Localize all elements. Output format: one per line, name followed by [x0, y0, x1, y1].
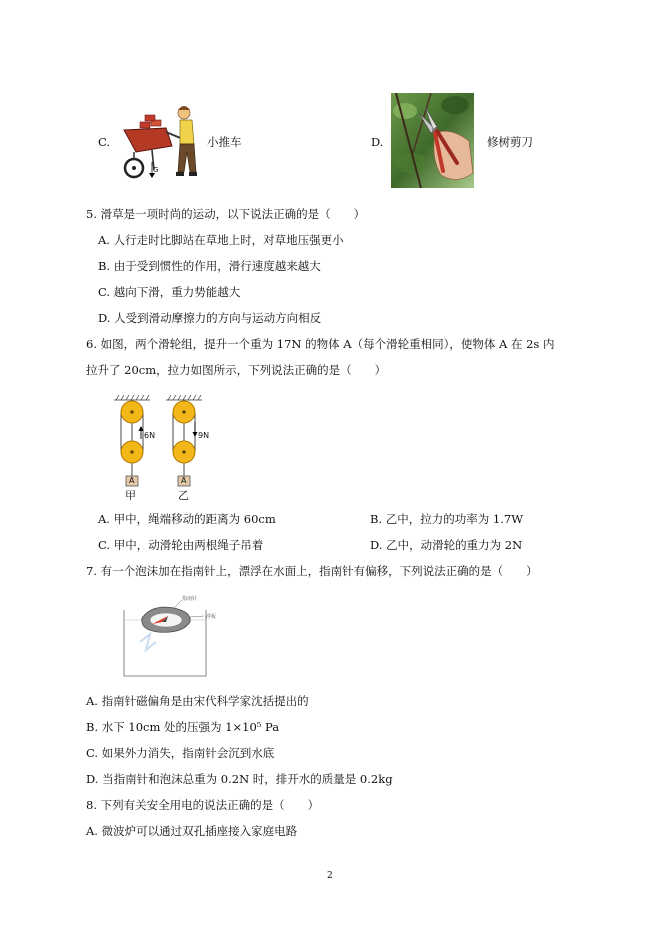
q7-option-a: A. 指南针磁偏角是由宋代科学家沈括提出的: [86, 694, 309, 708]
q7-stem: 7. 有一个泡沫加在指南针上，漂浮在水面上，指南针有偏移，下列说法正确的是（ ）: [86, 564, 538, 578]
q5-option-b: B. 由于受到惯性的作用，滑行速度越来越大: [98, 259, 321, 273]
float-label: 浮板: [206, 614, 217, 620]
q8-option-a: A. 微波炉可以通过双孔插座接入家庭电路: [86, 824, 298, 838]
force-g-label: G: [153, 166, 159, 174]
compass-label: 指南针: [182, 596, 198, 602]
option-d-letter: D.: [371, 135, 384, 149]
option-c-caption: 小推车: [207, 135, 242, 149]
left-force-label: 6N: [144, 431, 156, 440]
q7-option-b: B. 水下 10cm 处的压强为 1×10⁵ Pa: [86, 720, 280, 734]
q6-stem-line1: 6. 如图，两个滑轮组，提升一个重为 17N 的物体 A（每个滑轮重相同），使物体 A 在 2s 内: [86, 337, 555, 351]
right-force-label: 9N: [198, 431, 210, 440]
right-block-label: A: [181, 476, 187, 485]
q6-option-a: A. 甲中，绳端移动的距离为 60cm: [98, 512, 276, 526]
page-number: 2: [327, 871, 333, 881]
compass-float-figure: [122, 598, 220, 678]
q5-stem: 5. 滑草是一项时尚的运动，以下说法正确的是（ ）: [86, 207, 366, 221]
wheelbarrow-image: [118, 102, 210, 184]
q6-option-c: C. 甲中，动滑轮由两根绳子吊着: [98, 538, 264, 552]
q5-option-d: D. 人受到滑动摩擦力的方向与运动方向相反: [98, 311, 322, 325]
q6-stem-line2: 拉升了 20cm，拉力如图所示，下列说法正确的是（ ）: [86, 363, 387, 377]
q7-option-c: C. 如果外力消失，指南针会沉到水底: [86, 746, 275, 760]
q5-option-a: A. 人行走时比脚站在草地上时，对草地压强更小: [98, 233, 344, 247]
q6-option-d: D. 乙中，动滑轮的重力为 2N: [370, 538, 523, 552]
left-figure-name: 甲: [125, 489, 136, 502]
q6-option-b: B. 乙中，拉力的功率为 1.7W: [370, 512, 524, 526]
option-d-caption: 修树剪刀: [487, 135, 533, 149]
option-c-letter: C.: [98, 135, 111, 149]
right-figure-name: 乙: [178, 489, 189, 502]
q5-option-c: C. 越向下滑，重力势能越大: [98, 285, 241, 299]
left-block-label: A: [129, 476, 135, 485]
q8-stem: 8. 下列有关安全用电的说法正确的是（ ）: [86, 798, 320, 812]
pruning-shears-photo: [391, 93, 474, 188]
q7-option-d: D. 当指南针和泡沫总重为 0.2N 时，排开水的质量是 0.2kg: [86, 772, 393, 786]
pulley-figure: [110, 394, 220, 502]
